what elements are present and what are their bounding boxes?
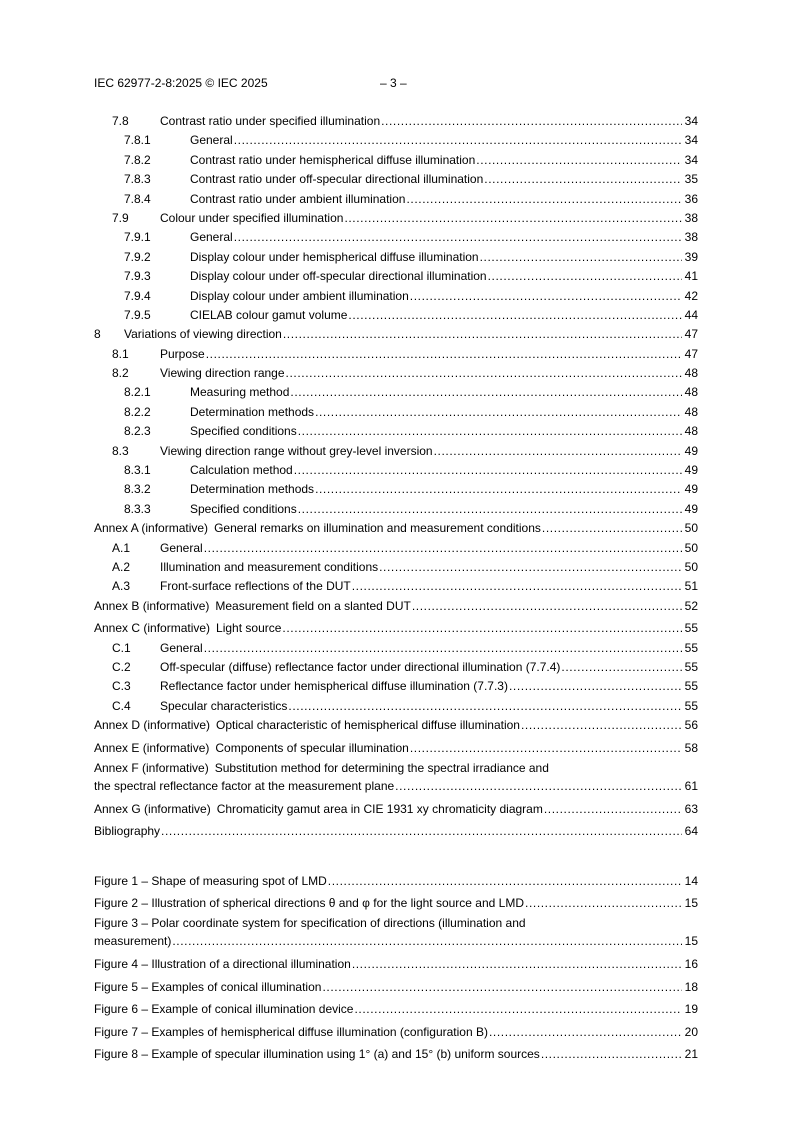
toc-entry-page: 50 [684,521,698,536]
toc-entry-page: 34 [684,152,698,167]
toc-entry-page: 55 [684,698,698,713]
toc-entry-number: 7.9.3 [124,269,151,284]
toc-entry-title: Measuring method [190,385,290,400]
figure-list-item[interactable] [94,894,698,913]
dot-leader [476,151,682,170]
toc-entry-page: 64 [684,824,698,839]
toc-entry-title: Light source [216,621,282,636]
toc-entry[interactable] [94,597,698,616]
toc-entry-page: 55 [684,621,698,636]
toc-entry-number: 8 [94,327,101,342]
figure-title: Figure 8 – Example of specular illumination using 1° (a) and 15° (b) uniform sources [94,1047,540,1062]
page-header [94,76,694,92]
toc-entry-page: 48 [684,385,698,400]
figure-title: Figure 6 – Example of conical illumination device [94,1002,354,1017]
toc-entry-page: 61 [684,778,698,793]
figure-page: 19 [684,1002,698,1017]
dot-leader [282,619,682,638]
figure-list-item[interactable] [94,978,698,997]
toc-entry-number: Annex G (informative) [94,801,211,816]
figure-title: Figure 2 – Illustration of spherical directions θ and φ for the light source and LMD [94,896,525,911]
toc-entry[interactable] [94,442,698,461]
dot-leader [328,872,682,891]
dot-leader [410,287,682,306]
toc-entry-number: 8.3.3 [124,501,151,516]
toc-entry-number: 7.9.1 [124,230,151,245]
toc-entry-title: Viewing direction range [160,366,285,381]
toc-entry-page: 51 [684,579,698,594]
table-of-contents [94,112,698,1064]
toc-entry[interactable] [94,364,698,383]
figure-page: 16 [684,957,698,972]
toc-entry-title: Calculation method [190,463,293,478]
toc-entry-number: Annex A (informative) [94,521,209,536]
toc-entry-number: 7.9.2 [124,249,151,264]
toc-entry-number: 8.3.2 [124,482,151,497]
figure-title: Figure 3 – Polar coordinate system for specification of directions (illumination and [94,916,526,931]
toc-entry-title: Substitution method for determining the spectral irradiance and [214,760,549,775]
toc-entry-title: General [160,640,203,655]
figure-page: 20 [684,1024,698,1039]
toc-entry-page: 34 [684,114,698,128]
toc-entry-title: Contrast ratio under hemispherical diffuse illumination [190,152,476,167]
toc-entry[interactable] [94,325,698,344]
toc-entry-title: Contrast ratio under off-specular directional illumination [190,172,484,187]
page-number: – 3 – [380,76,407,90]
toc-entry-title: Determination methods [190,404,315,419]
dot-leader [298,500,682,519]
toc-entry-title: Illumination and measurement conditions [160,559,379,574]
dot-leader [204,539,682,558]
toc-entry-page: 49 [684,501,698,516]
toc-entry-number: 7.8.2 [124,152,151,167]
figure-title: Figure 7 – Examples of hemispherical diffuse illumination (configuration B) [94,1024,488,1039]
toc-entry-title: Front-surface reflections of the DUT [160,579,351,594]
toc-entry-title: Contrast ratio under ambient illumination [190,191,406,206]
figure-list-item[interactable] [94,916,698,952]
dot-leader [298,422,682,441]
toc-entry-title: General [190,133,233,148]
toc-entry-title: Components of specular illumination [215,740,409,755]
dot-leader [379,558,682,577]
figure-list-item[interactable] [94,1023,698,1042]
toc-entry[interactable] [94,151,698,170]
toc-entry[interactable] [94,739,698,758]
toc-entry-title: Variations of viewing direction [124,327,282,342]
toc-entry-page: 42 [684,288,698,303]
toc-entry[interactable] [94,131,698,150]
figure-list-item[interactable] [94,955,698,974]
dot-leader [172,933,682,950]
dot-leader [315,480,682,499]
dot-leader [406,190,682,209]
toc-entry[interactable] [94,112,698,131]
toc-entry-number: 8.1 [112,346,129,361]
dot-leader [544,800,682,819]
toc-entry[interactable] [94,287,698,306]
toc-entry-title: General [190,230,233,245]
toc-entry-page: 48 [684,404,698,419]
toc-entry-title: Contrast ratio under specified illumination [160,114,381,128]
toc-entry[interactable] [94,190,698,209]
dot-leader [395,778,682,795]
dot-leader [290,383,682,402]
toc-entry[interactable] [94,716,698,735]
toc-entry-title: Chromaticity gamut area in CIE 1931 xy chromaticity diagram [216,801,543,816]
toc-entry-page: 38 [684,210,698,225]
toc-entry[interactable] [94,619,698,638]
toc-entry-title: Reflectance factor under hemispherical diffuse illumination (7.7.3) [160,679,508,694]
toc-entry[interactable] [94,677,698,696]
dot-leader [509,677,682,696]
toc-entry-number: 8.3.1 [124,463,151,478]
toc-entry[interactable] [94,461,698,480]
dot-leader [344,209,682,228]
toc-entry-page: 49 [684,463,698,478]
dot-leader [542,519,682,538]
toc-entry-number: 8.2.1 [124,385,151,400]
figure-title: Figure 1 – Shape of measuring spot of LMD [94,873,327,888]
toc-entry-title: General remarks on illumination and measurement conditions [214,521,541,536]
dot-leader [322,978,682,997]
toc-entry[interactable] [94,345,698,364]
toc-entry-title: Colour under specified illumination [160,210,344,225]
toc-entry-title: Specified conditions [190,501,297,516]
toc-entry[interactable] [94,558,698,577]
toc-entry-page: 48 [684,366,698,381]
dot-leader [352,955,682,974]
dot-leader [434,442,682,461]
toc-entry-number: 7.9 [112,210,129,225]
figure-list-item[interactable] [94,1045,698,1064]
toc-entry-title: Display colour under off-specular directional illumination [190,269,487,284]
toc-entry[interactable] [94,306,698,325]
toc-entry-title: Off-specular (diffuse) reflectance factor under directional illumination (7.7.4) [160,659,561,674]
toc-entry-number: C.1 [112,640,131,655]
toc-entry-number: A.1 [112,540,131,555]
dot-leader [381,112,682,131]
toc-entry-page: 47 [684,346,698,361]
toc-entry-number: 7.9.5 [124,307,151,322]
toc-entry-number: 7.8.4 [124,191,151,206]
dot-leader [288,697,682,716]
toc-entry[interactable] [94,383,698,402]
dot-leader [484,170,682,189]
toc-entry-number: 7.8.3 [124,172,151,187]
dot-leader [206,345,682,364]
toc-entry-number: Annex B (informative) [94,598,210,613]
dot-leader [489,1023,682,1042]
dot-leader [348,306,682,325]
toc-entry-number: Annex D (informative) [94,718,211,733]
toc-entry[interactable] [94,248,698,267]
toc-entry-page: 48 [684,424,698,439]
toc-entry[interactable] [94,500,698,519]
toc-entry[interactable] [94,228,698,247]
dot-leader [480,248,682,267]
dot-leader [161,822,682,841]
toc-entry-number: 8.2.3 [124,424,151,439]
toc-entry-title: Measurement field on a slanted DUT [215,598,411,613]
toc-entry-title: CIELAB colour gamut volume [190,307,348,322]
toc-entry-number: Annex C (informative) [94,621,211,636]
toc-entry-number: Annex E (informative) [94,740,210,755]
toc-entry[interactable] [94,267,698,286]
dot-leader [352,577,682,596]
toc-entry[interactable] [94,403,698,422]
toc-entry[interactable] [94,761,698,797]
toc-entry[interactable] [94,639,698,658]
toc-entry-number: 7.8 [112,114,129,128]
dot-leader [561,658,682,677]
toc-entry-page: 55 [684,640,698,655]
toc-entry-title: Bibliography [94,824,161,839]
dot-leader [234,131,682,150]
figure-page: 15 [684,896,698,911]
dot-leader [521,716,682,735]
toc-entry-bibliography[interactable] [94,822,698,841]
toc-entry-page: 63 [684,801,698,816]
figure-page: 18 [684,979,698,994]
toc-entry-number: A.3 [112,579,131,594]
figure-list-item[interactable] [94,1000,698,1019]
toc-entry-page: 50 [684,540,698,555]
dot-leader [294,461,682,480]
toc-entry[interactable] [94,422,698,441]
dot-leader [525,894,682,913]
toc-entry[interactable] [94,577,698,596]
toc-entry-number: 8.2 [112,366,129,381]
dot-leader [410,739,682,758]
dot-leader [286,364,682,383]
figure-page: 14 [684,873,698,888]
toc-entry-number: 7.9.4 [124,288,151,303]
toc-entry-title: Display colour under hemispherical diffuse illumination [190,249,479,264]
toc-entry-number: C.4 [112,698,131,713]
toc-entry-title: Display colour under ambient illumination [190,288,409,303]
dot-leader [354,1000,682,1019]
toc-entry-page: 39 [684,249,698,264]
toc-entry-page: 50 [684,559,698,574]
toc-entry-page: 38 [684,230,698,245]
toc-entry-title: Specular characteristics [160,698,288,713]
toc-entry-number: 8.3 [112,443,129,458]
toc-entry-page: 49 [684,443,698,458]
figure-page: 21 [684,1047,698,1062]
toc-entry-number: 8.2.2 [124,404,151,419]
toc-entry-page: 56 [684,718,698,733]
dot-leader [412,597,682,616]
toc-entry-title: General [160,540,203,555]
toc-entry-number: 7.8.1 [124,133,151,148]
toc-entry-title: Optical characteristic of hemispherical diffuse illumination [216,718,520,733]
dot-leader [204,639,682,658]
toc-entry-number: C.3 [112,679,131,694]
toc-entry-page: 55 [684,659,698,674]
figure-list-item[interactable] [94,872,698,891]
toc-entry-number: C.2 [112,659,131,674]
dot-leader [315,403,682,422]
toc-entry[interactable] [94,800,698,819]
figure-title: Figure 5 – Examples of conical illumination [94,979,322,994]
figure-page: 15 [684,934,698,949]
toc-entry-page: 58 [684,740,698,755]
toc-entry-number: Annex F (informative) [94,760,209,775]
toc-entry-title: Purpose [160,346,205,361]
dot-leader [234,228,682,247]
toc-entry[interactable] [94,539,698,558]
document-id: IEC 62977-2-8:2025 © IEC 2025 [94,76,268,90]
toc-entry-page: 34 [684,133,698,148]
toc-entry-page: 36 [684,191,698,206]
toc-entry[interactable] [94,658,698,677]
figure-title: Figure 4 – Illustration of a directional illumination [94,957,351,972]
dot-leader [488,267,682,286]
toc-entry[interactable] [94,519,698,538]
toc-entry-title: Specified conditions [190,424,297,439]
figure-title-continued: measurement) [94,934,172,949]
toc-entry-page: 44 [684,307,698,322]
toc-entry[interactable] [94,209,698,228]
toc-entry-page: 52 [684,598,698,613]
toc-entry[interactable] [94,480,698,499]
toc-entry-page: 41 [684,269,698,284]
toc-entry[interactable] [94,697,698,716]
toc-entry-page: 55 [684,679,698,694]
toc-entry-page: 35 [684,172,698,187]
toc-entry-title: Viewing direction range without grey-level inversion [160,443,433,458]
toc-entry-number: A.2 [112,559,131,574]
dot-leader [541,1045,682,1064]
toc-entry-title: Determination methods [190,482,315,497]
toc-entry[interactable] [94,170,698,189]
dot-leader [283,325,682,344]
toc-entry-page: 47 [684,327,698,342]
toc-entry-page: 49 [684,482,698,497]
toc-entry-title-continued: the spectral reflectance factor at the measurement plane [94,778,395,793]
